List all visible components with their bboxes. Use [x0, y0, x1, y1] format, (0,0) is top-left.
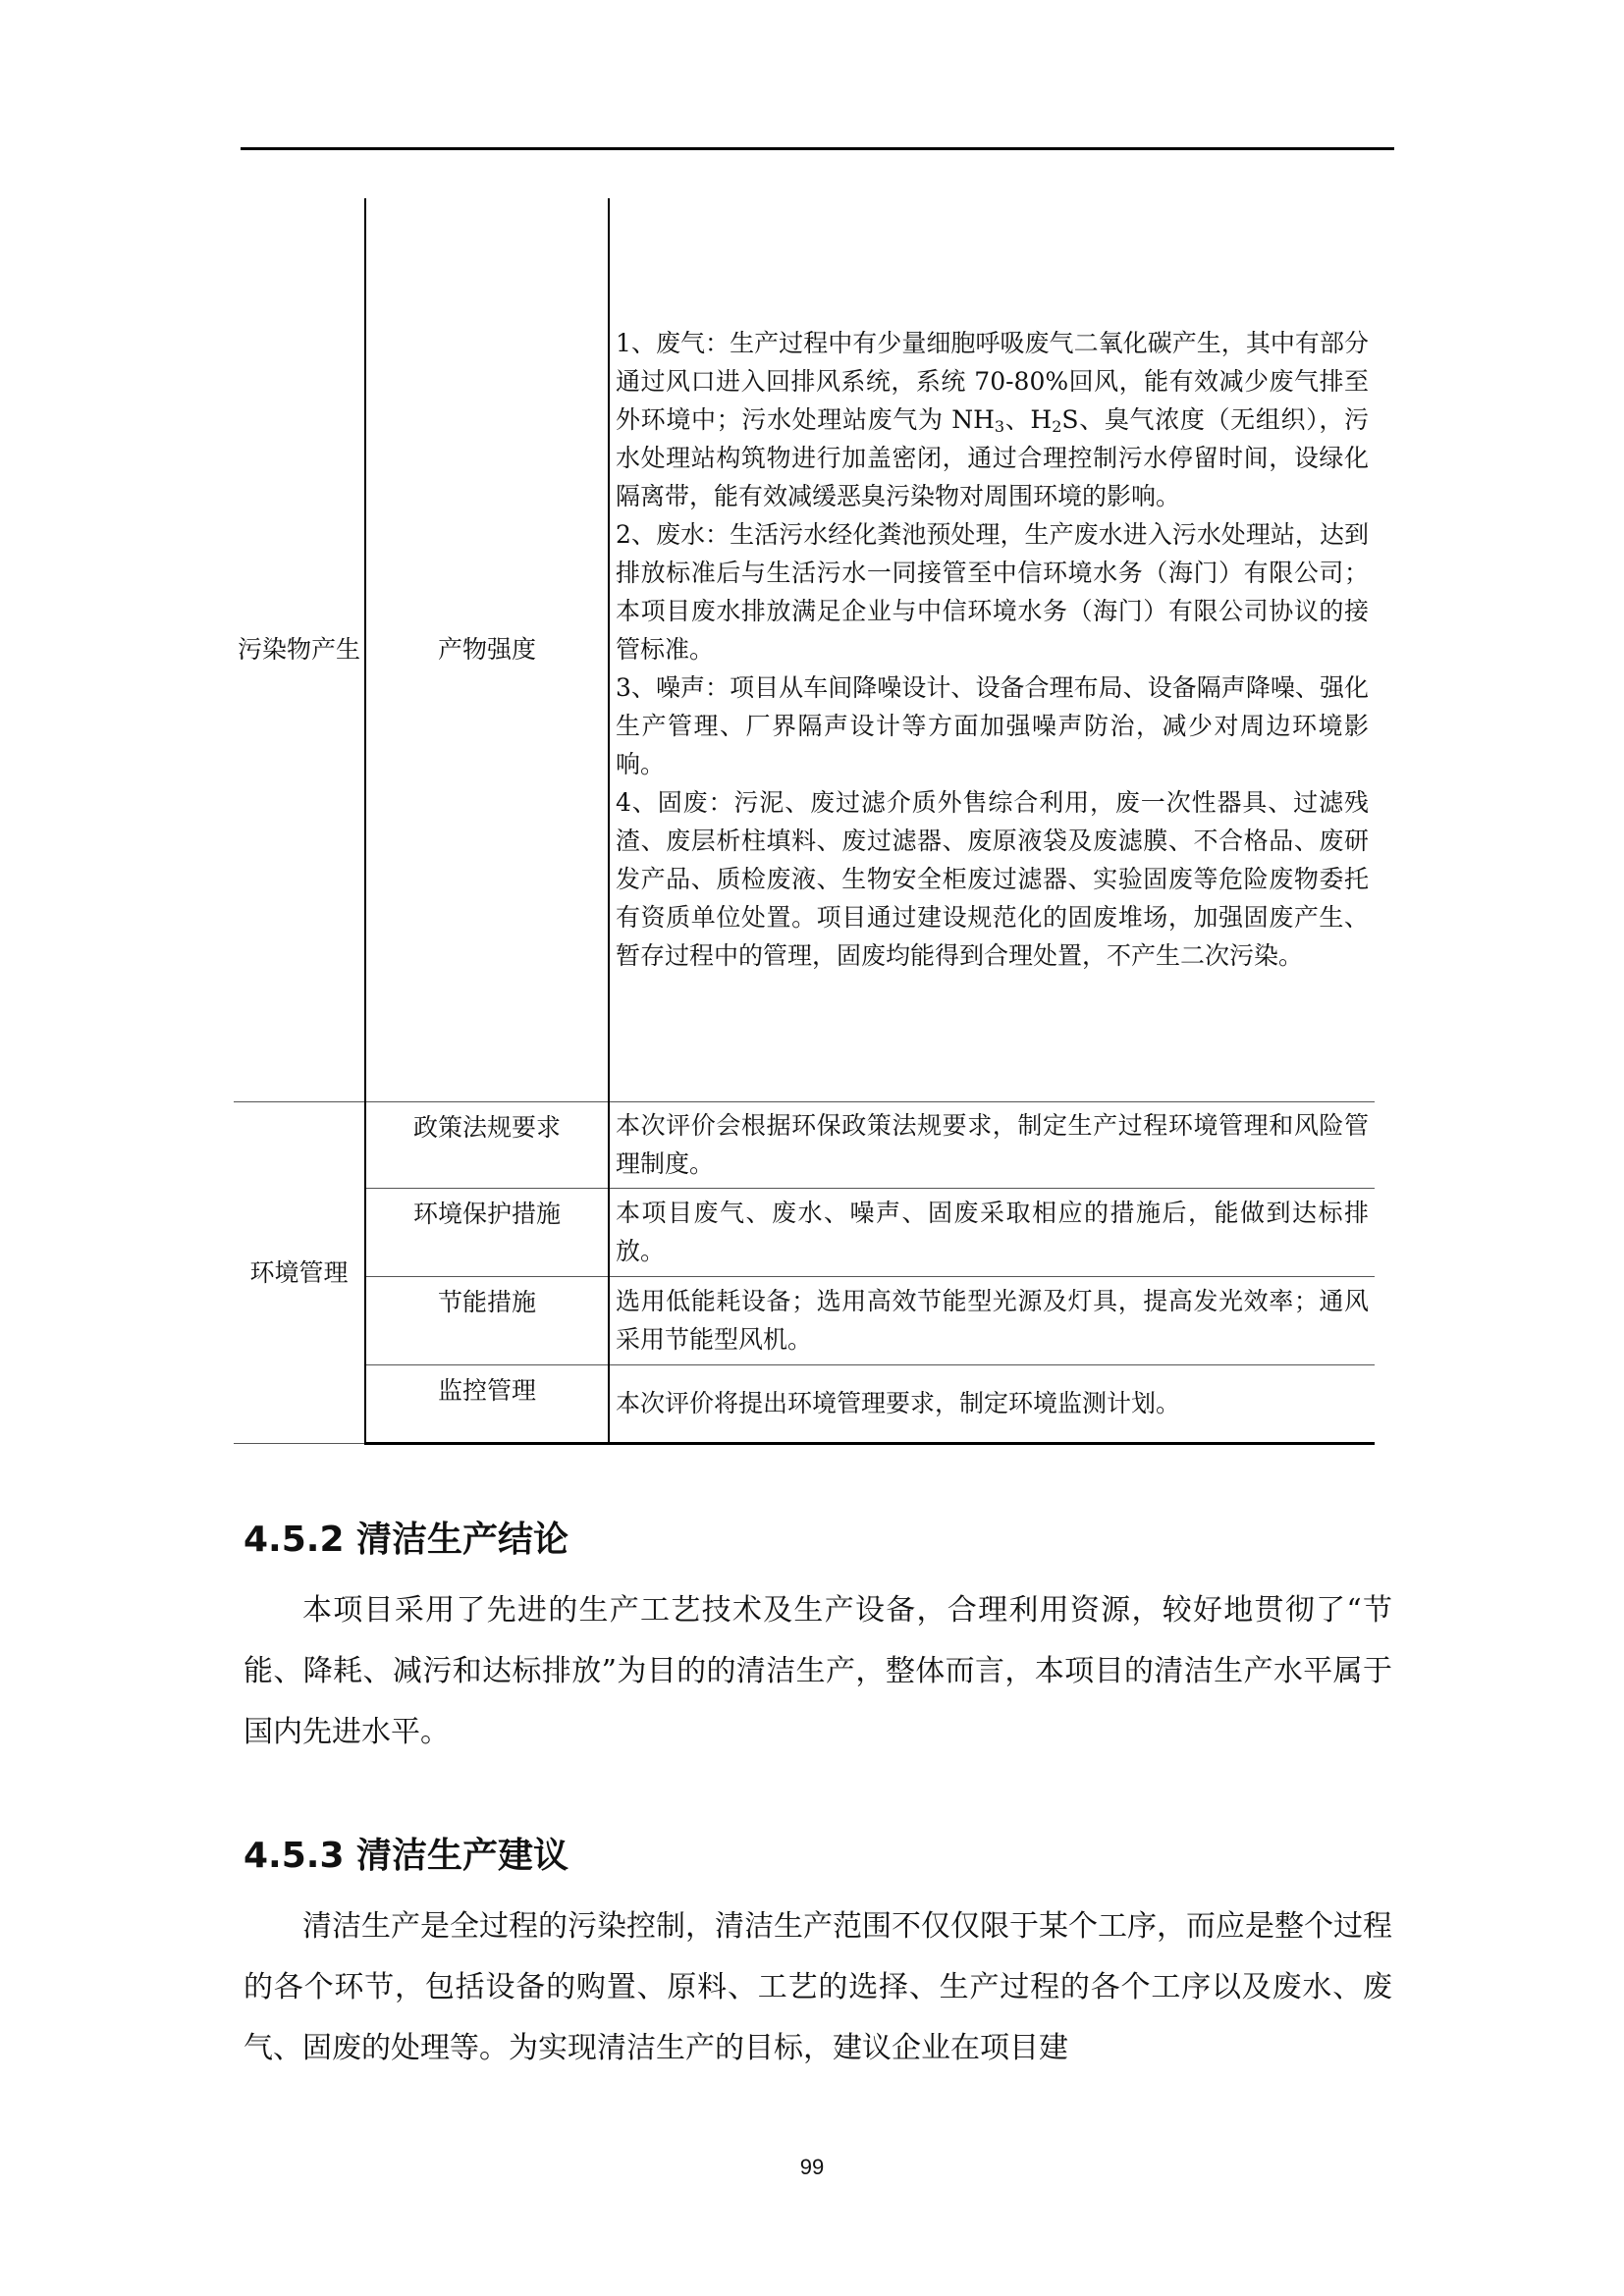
- pollution-management-table: [234, 198, 1375, 1445]
- header-rule: [241, 147, 1394, 150]
- section-title-4-5-2: 4.5.2 清洁生产结论: [244, 1520, 569, 1560]
- waste-gas-paragraph: 1、废气：生产过程中有少量细胞呼吸废气二氧化碳产生，其中有部分通过风口进入回排风系统，系统 70-80%回风，能有效减少废气排至外环境中；污水处理站废气为 $NH_3$、$H_2S$、臭气浓度（无组织），污水处理站构筑物进行加盖密闭，通过合理控制污水停留时间，设绿化隔离带，能有效减缓恶臭污染物对周围环境的影响。: [616, 329, 1369, 511]
- section-body-4-5-2: 本项目采用了先进的生产工艺技术及生产设备，合理利用资源，较好地贯彻了“节能、降耗、减污和达标排放”为目的的清洁生产，整体而言，本项目的清洁生产水平属于国内先进水平。: [244, 1593, 1392, 1749]
- table-row: [234, 1364, 1375, 1443]
- subscript: 3: [994, 417, 1005, 437]
- table-row: [234, 198, 1375, 1101]
- description-cell: 本项目废气、废水、噪声、固废采取相应的措施后，能做到达标排放。: [609, 1188, 1375, 1276]
- section-title-4-5-3: 4.5.3 清洁生产建议: [244, 1836, 569, 1876]
- description-cell: [609, 198, 1375, 1101]
- item-cell: 节能措施: [365, 1276, 609, 1364]
- description-cell: 本次评价会根据环保政策法规要求，制定生产过程环境管理和风险管理制度。: [609, 1101, 1375, 1188]
- category-cell: 环境管理: [234, 1101, 365, 1443]
- item-cell: 政策法规要求: [365, 1101, 609, 1188]
- waste-water-paragraph: 2、废水：生活污水经化粪池预处理，生产废水进入污水处理站，达到排放标准后与生活污水一同接管至中信环境水务（海门）有限公司；本项目废水排放满足企业与中信环境水务（海门）有限公司协议的接管标准。: [616, 520, 1369, 665]
- description-cell: 本次评价将提出环境管理要求，制定环境监测计划。: [609, 1364, 1375, 1443]
- category-cell: 污染物产生: [234, 198, 365, 1101]
- item-cell: 产物强度: [365, 198, 609, 1101]
- table-row: [234, 1101, 1375, 1188]
- noise-paragraph: 3、噪声：项目从车间降噪设计、设备合理布局、设备隔声降噪、强化生产管理、厂界隔声设计等方面加强噪声防治，减少对周边环境影响。: [616, 673, 1369, 779]
- page-number: 99: [799, 2155, 825, 2179]
- item-cell: 监控管理: [365, 1364, 609, 1443]
- item-cell: 环境保护措施: [365, 1188, 609, 1276]
- table-row: [234, 1188, 1375, 1276]
- description-cell: 选用低能耗设备；选用高效节能型光源及灯具，提高发光效率；通风采用节能型风机。: [609, 1276, 1375, 1364]
- section-body-4-5-3: 清洁生产是全过程的污染控制，清洁生产范围不仅仅限于某个工序，而应是整个过程的各个环节，包括设备的购置、原料、工艺的选择、生产过程的各个工序以及废水、废气、固废的处理等。为实现清洁生产的目标，建议企业在项目建: [244, 1909, 1392, 2065]
- table-row: [234, 1276, 1375, 1364]
- subscript: 2: [1052, 417, 1062, 437]
- solid-waste-paragraph: 4、固废：污泥、废过滤介质外售综合利用，废一次性器具、过滤残渣、废层析柱填料、废过滤器、废原液袋及废滤膜、不合格品、废研发产品、质检废液、生物安全柜废过滤器、实验固废等危险废物委托有资质单位处置。项目通过建设规范化的固废堆场，加强固废产生、暂存过程中的管理，固废均能得到合理处置，不产生二次污染。: [616, 788, 1369, 971]
